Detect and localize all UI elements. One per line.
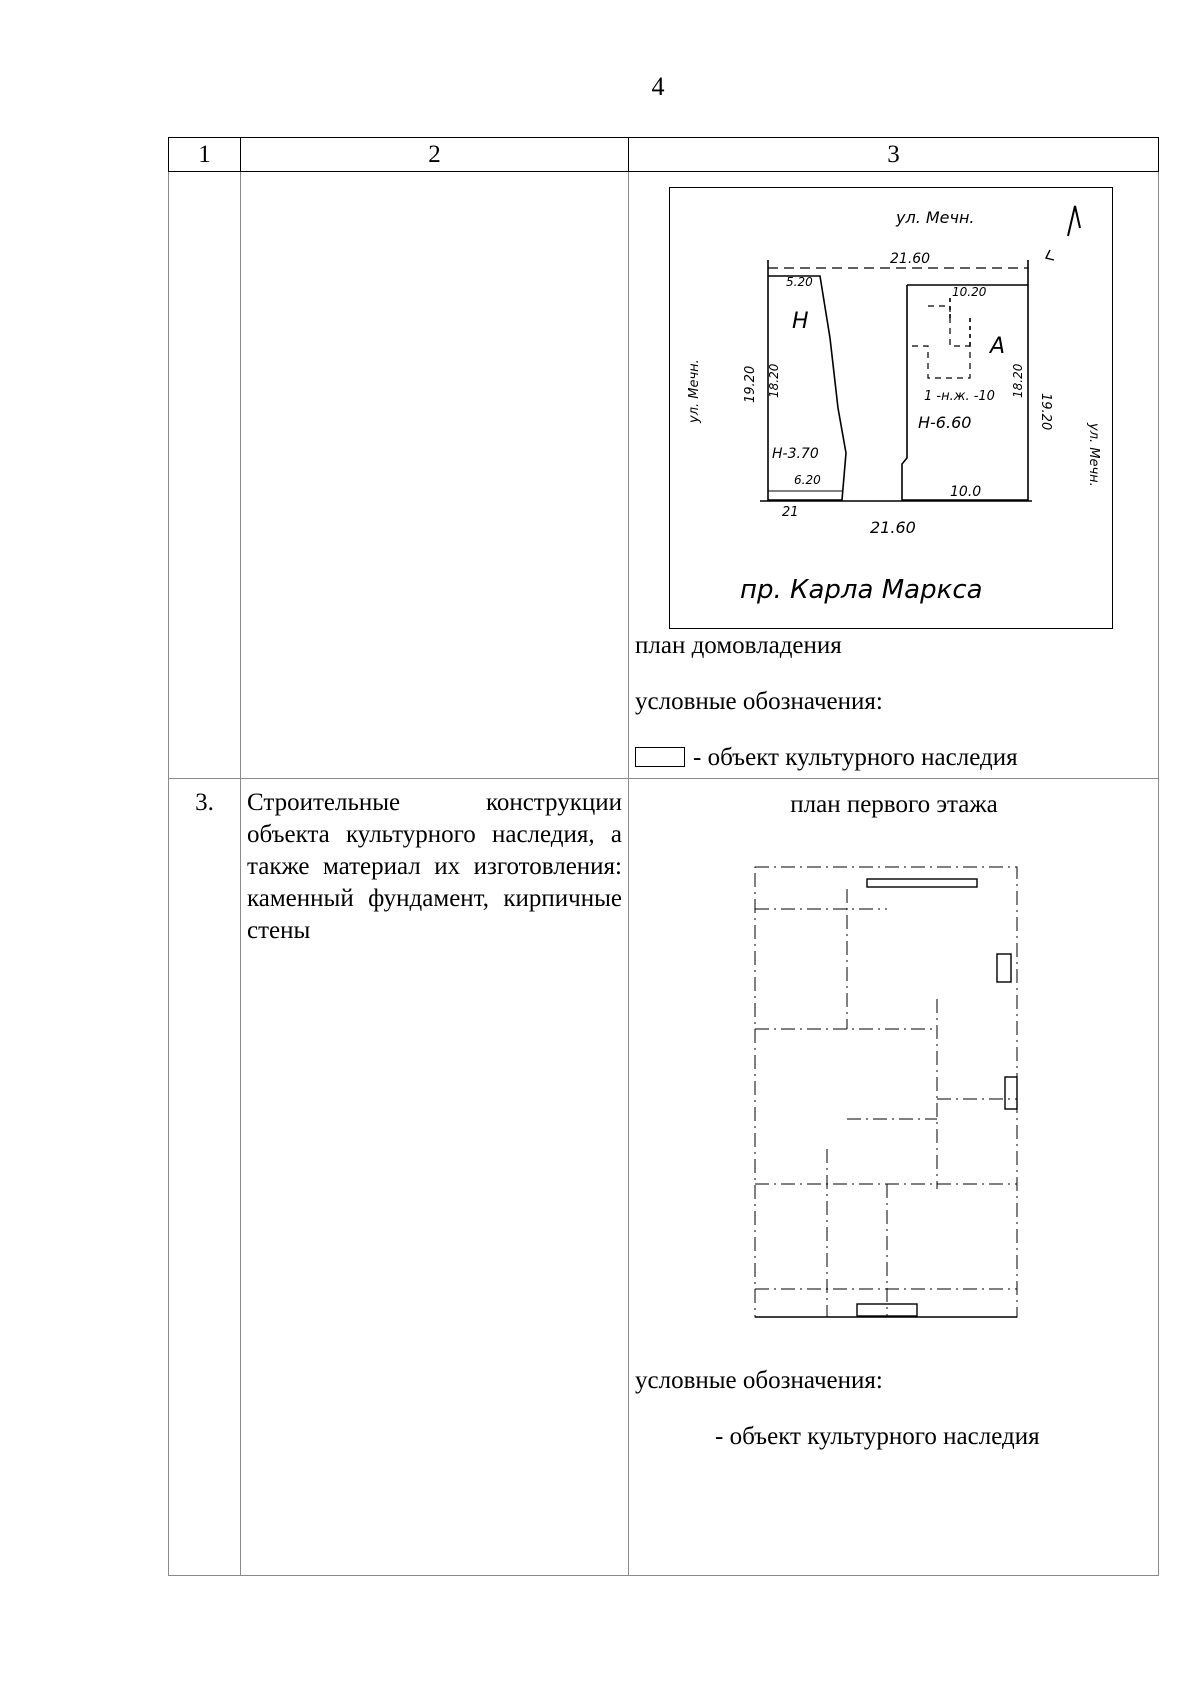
height-right-label: Н-6.60 [918,413,972,432]
right-inner-dimension: 18.20 [1011,363,1025,398]
left-side-dimension: 19.20 [743,365,758,403]
legend-title: условные обозначения: [635,688,883,715]
building-a-label: А [990,334,1006,359]
row-description: Строительные конструкции объекта культурного наследия, а также материал их изготовления: каменный фундамент, кирпичные стены [241,779,629,1576]
height-left-label: Н-3.70 [772,446,819,462]
bottom-small-dimension: 21 [782,505,799,520]
table-header-row [169,138,1159,172]
legend-swatch [635,747,685,767]
floor-legend-item: - объект культурного наследия [715,1423,1040,1450]
north-street-label: ул. Мечн. [896,208,975,227]
page-number: 4 [651,72,665,101]
bottom-total-dimension: 21.60 [870,518,916,537]
header-col-2: 2 [241,138,629,172]
row-number: 3. [169,779,241,1576]
legend-row [635,742,1018,774]
building-n-label: Н [792,309,809,334]
bottom-right-dimension: 10.0 [950,484,982,500]
site-plan-cell [629,172,1159,779]
left-top-dimension: 5.20 [786,275,813,289]
top-dimension: 21.60 [890,251,931,267]
bottom-left-dimension: 6.20 [794,473,821,487]
street-name-label: пр. Карла Маркса [740,575,983,605]
floor-plan-cell [629,779,1159,1576]
floor-plan-drawing [747,849,1037,1339]
left-street-label: ул. Мечн. [687,359,702,423]
heritage-table [168,137,1159,1576]
floor-legend-title: условные обозначения: [635,1367,883,1394]
site-plan-caption: план домовладения [635,632,842,659]
right-street-label: ул. Мечн. [1086,423,1101,487]
header-col-1: 1 [169,138,241,172]
empty-number-cell [169,172,241,779]
empty-description-cell [241,172,629,779]
floor-plan-title: план первого этажа [790,791,998,818]
site-plan-drawing [669,187,1113,629]
left-inner-dimension: 18.20 [767,363,781,398]
floors-label: 1 -н.ж. -10 [924,389,995,404]
legend-item-text: - объект культурного наследия [693,744,1018,771]
right-side-dimension: 19.20 [1038,393,1053,431]
header-col-3: 3 [629,138,1159,172]
right-top-dimension: 10.20 [952,285,987,299]
table-row-3 [169,779,1159,1576]
table-row-site-plan [169,172,1159,779]
